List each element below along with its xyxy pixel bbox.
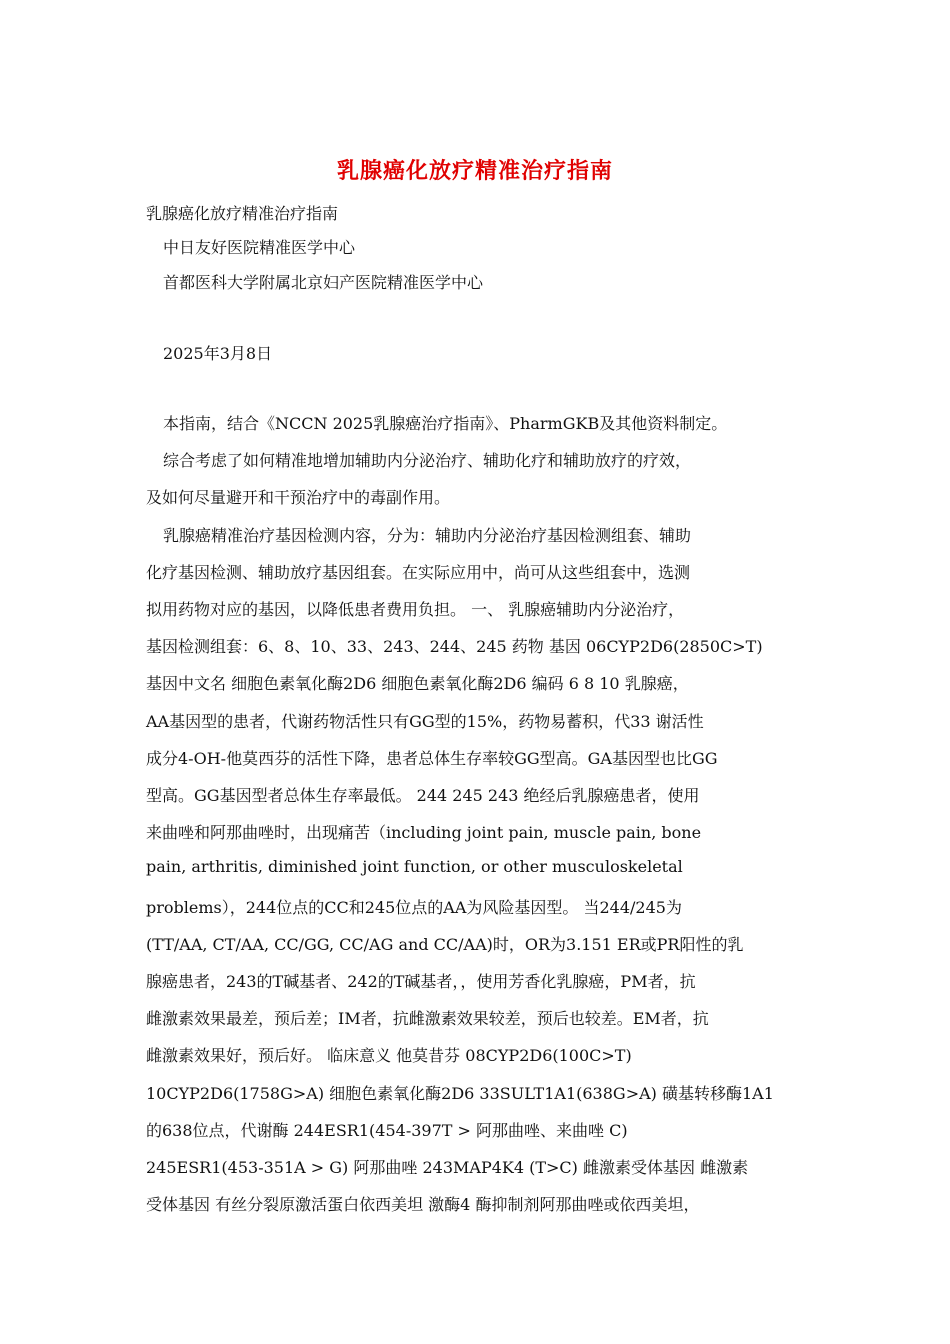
body-line: 本指南，结合《NCCN 2025乳腺癌治疗指南》、PharmGKB及其他资料制定。 bbox=[163, 414, 728, 433]
document-date: 2025年3月8日 bbox=[163, 344, 273, 363]
body-line: 雌激素效果好，预后好。 临床意义 他莫昔芬 08CYP2D6(100C>T) bbox=[146, 1046, 632, 1065]
body-line: 245ESR1(453-351A > G) 阿那曲唑 243MAP4K4 (T>C) 雌激素受体基因 雌激素 bbox=[146, 1158, 749, 1177]
body-line: problems），244位点的CC和245位点的AA为风险基因型。 当244/245为 bbox=[146, 898, 682, 917]
body-line: 成分4-OH-他莫西芬的活性下降，患者总体生存率较GG型高。GA基因型也比GG bbox=[146, 749, 718, 768]
body-line: 雌激素效果最差，预后差；IM者，抗雌激素效果较差，预后也较差。EM者，抗 bbox=[146, 1009, 709, 1028]
affiliation-1: 中日友好医院精准医学中心 bbox=[163, 238, 356, 257]
body-line: 受体基因 有丝分裂原激活蛋白依西美坦 激酶4 酶抑制剂阿那曲唑或依西美坦， bbox=[146, 1195, 700, 1214]
body-line: (TT/AA, CT/AA, CC/GG, CC/AG and CC/AA)时，OR为3.151 ER或PR阳性的乳 bbox=[146, 935, 744, 954]
body-line: 基因中文名 细胞色素氧化酶2D6 细胞色素氧化酶2D6 编码 6 8 10 乳腺癌， bbox=[146, 674, 689, 693]
body-line: 腺癌患者，243的T碱基者、242的T碱基者，，使用芳香化乳腺癌，PM者，抗 bbox=[146, 972, 696, 991]
body-line: 型高。GG基因型者总体生存率最低。 244 245 243 绝经后乳腺癌患者，使用 bbox=[146, 786, 700, 805]
body-line: AA基因型的患者，代谢药物活性只有GG型的15%，药物易蓄积，代33 谢活性 bbox=[146, 712, 704, 731]
body-line: 乳腺癌精准治疗基因检测内容，分为：辅助内分泌治疗基因检测组套、辅助 bbox=[163, 526, 692, 545]
document-subtitle: 乳腺癌化放疗精准治疗指南 bbox=[146, 204, 339, 223]
body-line: 拟用药物对应的基因，以降低患者费用负担。 一、 乳腺癌辅助内分泌治疗， bbox=[146, 600, 685, 619]
affiliation-2: 首都医科大学附属北京妇产医院精准医学中心 bbox=[163, 273, 484, 292]
body-line: 的638位点，代谢酶 244ESR1(454-397T > 阿那曲唑、来曲唑 C) bbox=[146, 1121, 628, 1140]
body-line: 基因检测组套：6、8、10、33、243、244、245 药物 基因 06CYP2D6(2850C>T) bbox=[146, 637, 763, 656]
body-line: 综合考虑了如何精准地增加辅助内分泌治疗、辅助化疗和辅助放疗的疗效， bbox=[163, 451, 692, 470]
body-line: 10CYP2D6(1758G>A) 细胞色素氧化酶2D6 33SULT1A1(638G>A) 磺基转移酶1A1 bbox=[146, 1084, 774, 1103]
body-line: 及如何尽量避开和干预治疗中的毒副作用。 bbox=[146, 488, 451, 507]
body-line: 来曲唑和阿那曲唑时，出现痛苦（including joint pain, muscle pain, bone bbox=[146, 823, 702, 842]
body-line: pain, arthritis, diminished joint function, or other musculoskeletal bbox=[146, 857, 683, 876]
body-line: 化疗基因检测、辅助放疗基因组套。在实际应用中，尚可从这些组套中，选测 bbox=[146, 563, 691, 582]
document-title: 乳腺癌化放疗精准治疗指南 bbox=[336, 158, 613, 184]
